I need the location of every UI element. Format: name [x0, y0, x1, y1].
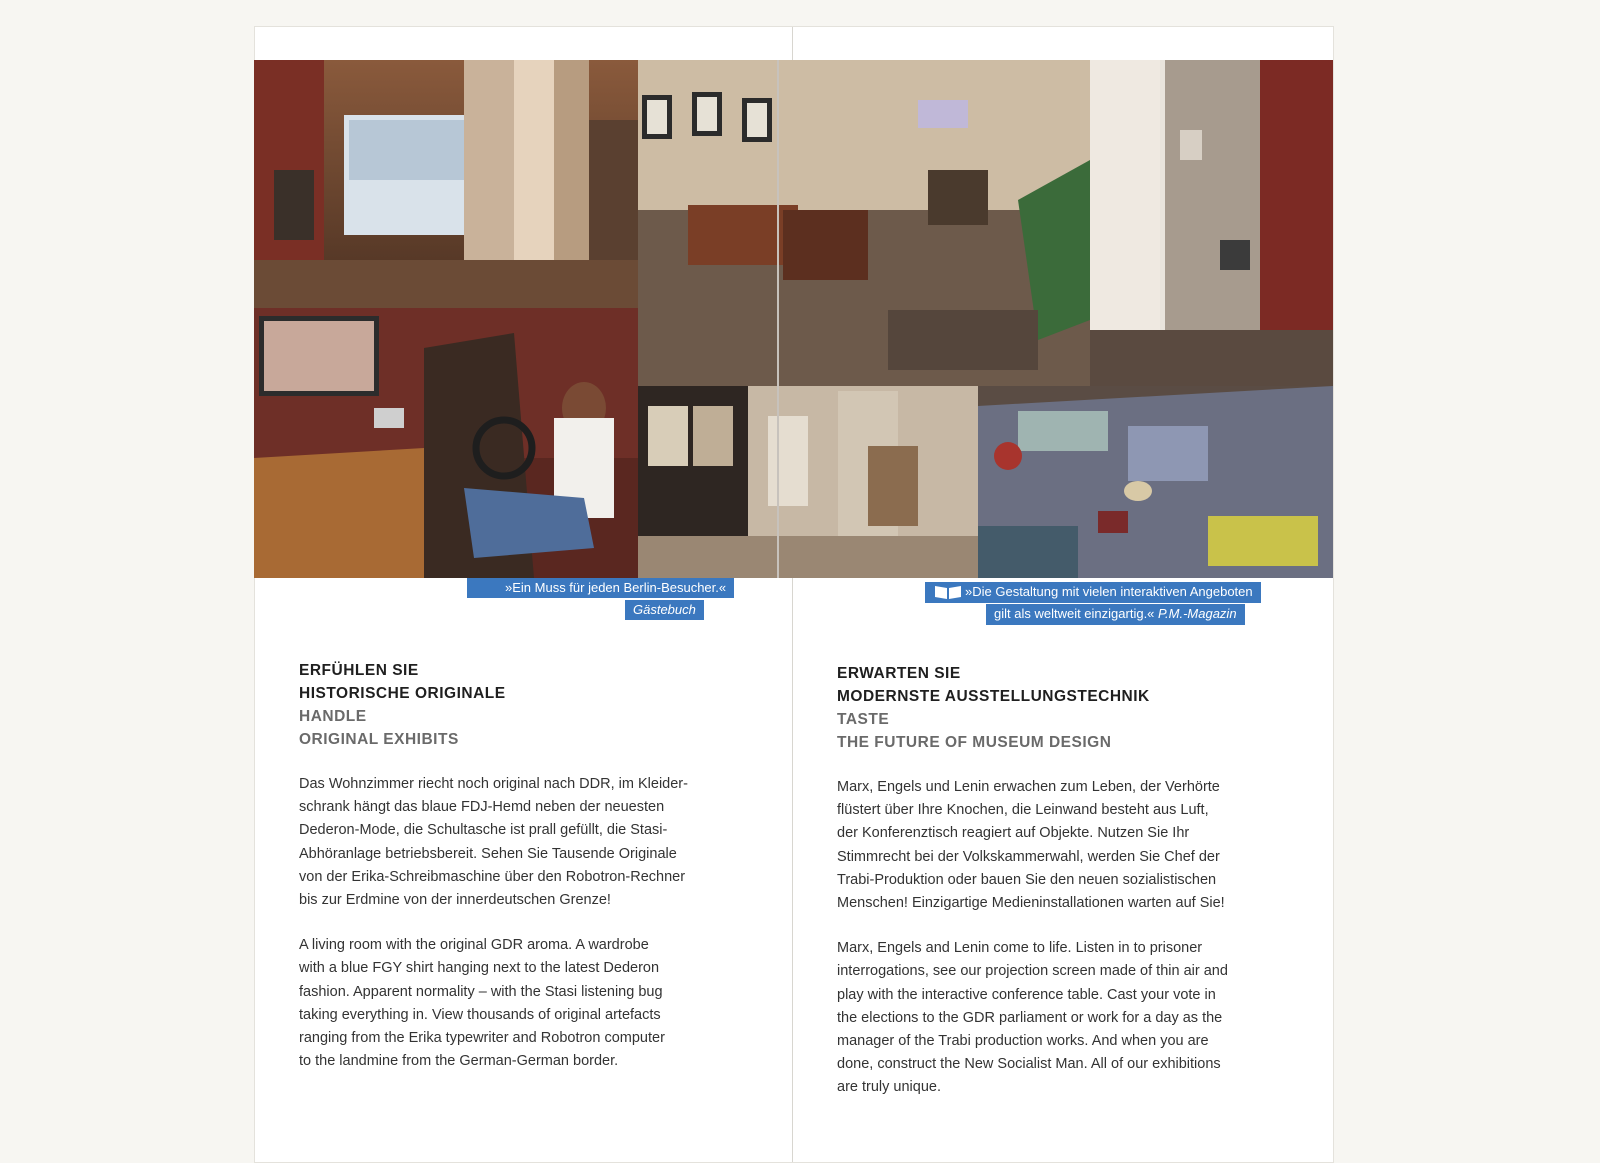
magazine-quote-line1 — [925, 582, 1261, 603]
left-column — [299, 659, 769, 1073]
right-body-en: Marx, Engels and Lenin come to life. Listen in to prisoner interrogations, see our projection screen made of thin air and play with the interactive conference table. Cast your vote in the elections to the GDR parliament or work for a day as the manager of the Trabi production works. And when you are done, construct the New Socialist Man. All of our exhibitions are truly unique. — [837, 940, 1228, 1096]
left-heading-en-1: HANDLE — [299, 708, 367, 725]
guestbook-quote — [467, 578, 734, 598]
magazine-source-text: P.M.-Magazin — [1158, 606, 1237, 621]
left-body-de: Das Wohnzimmer riecht noch original nach DDR, im Kleider- schrank hängt das blaue FDJ-Hemd neben der neuesten Dederon-Mode, die Schultasche ist prall gefüllt, die Stasi- Abhöranlage betriebsbereit. Sehen Sie Tausende Originale von der Erika-Schreibmaschine über den Robotron-Rechner bis zur Erdmine von der innerdeutschen Grenze! — [299, 776, 688, 909]
right-heading-en-2: THE FUTURE OF MUSEUM DESIGN — [837, 734, 1112, 751]
photo-text-wall — [1090, 60, 1333, 386]
guestbook-source — [625, 600, 704, 620]
guestbook-source-text: Gästebuch — [633, 602, 696, 617]
left-heading-de-2: HISTORISCHE ORIGINALE — [299, 685, 506, 702]
photo-interactive-table — [978, 386, 1333, 578]
right-heading-de-2: MODERNSTE AUSSTELLUNGSTECHNIK — [837, 688, 1150, 705]
photo-display-cases — [638, 386, 978, 578]
photo-office-portraits — [638, 60, 1090, 386]
magazine-quote-line2 — [986, 604, 1245, 625]
right-column — [837, 662, 1317, 1100]
right-body-de: Marx, Engels und Lenin erwachen zum Leben, der Verhörte flüstert über Ihre Knochen, die Leinwand besteht aus Luft, der Konferenztisch reagiert auf Objekte. Nutzen Sie Ihr Stimmrecht bei der Volkskammerwahl, werden Sie Chef der Trabi-Produktion oder bauen Sie den neuen sozialistischen Menschen! Einzigartige Medieninstallationen warten auf Sie! — [837, 779, 1225, 912]
left-heading-de-1: ERFÜHLEN SIE — [299, 662, 419, 679]
photo-collage — [254, 60, 1333, 590]
guestbook-quote-text: »Ein Muss für jeden Berlin-Besucher.« — [505, 580, 727, 595]
photo-exhibition-corridor — [254, 60, 638, 308]
photo-trabi-car — [254, 308, 638, 578]
right-heading-en-1: TASTE — [837, 711, 890, 728]
magazine-quote-text-1: »Die Gestaltung mit vielen interaktiven Angeboten — [965, 584, 1253, 599]
magazine-quote-text-2: gilt als weltweit einzigartig.« — [994, 606, 1155, 621]
book-icon — [934, 584, 962, 600]
left-body-en: A living room with the original GDR aroma. A wardrobe with a blue FGY shirt hanging next to the latest Dederon fashion. Apparent normality – with the Stasi listening bug taking everything in. View thousands of original artefacts ranging from the Erika typewriter and Robotron computer to the landmine from the German-German border. — [299, 937, 665, 1070]
left-heading-en-2: ORIGINAL EXHIBITS — [299, 731, 459, 748]
right-heading-de-1: ERWARTEN SIE — [837, 665, 961, 682]
